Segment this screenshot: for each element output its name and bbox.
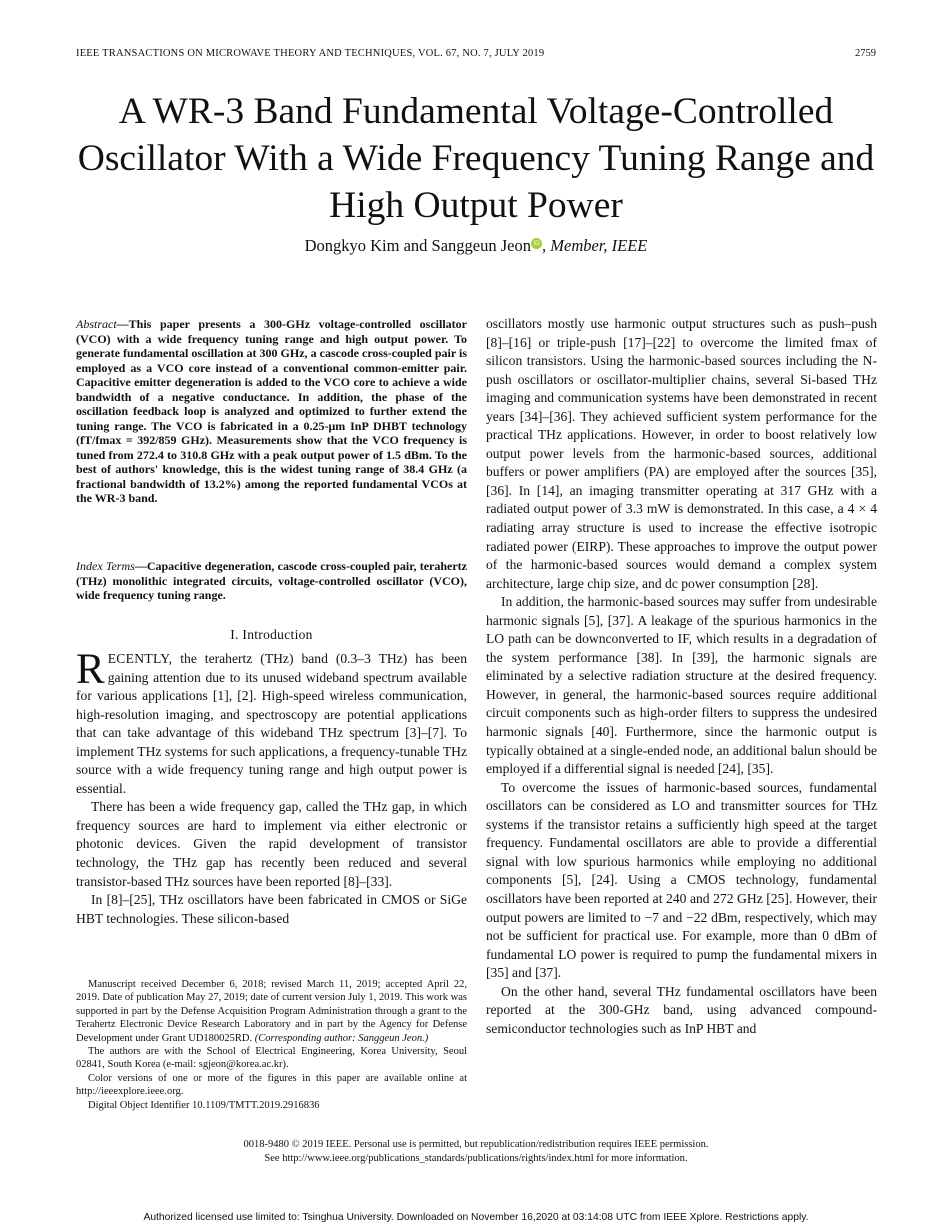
authorized-use-notice: Authorized licensed use limited to: Tsinghua University. Downloaded on November 16,2020 at 03:14:08 UTC from IEEE Xplore. Restrictions apply. bbox=[143, 1212, 809, 1223]
body-paragraph: To overcome the issues of harmonic-based sources, fundamental oscillators can be considered as LO and transmitter sources for THz systems if the transistor retains a sufficiently high speed at the target frequency. Fundamental oscillators are able to provide a differential signal with low spurious harmonics while employing no additional components [5], [24]. Using a CMOS technology, fundamental oscillators have been reported at 240 and 272 GHz [25]. However, their output powers are limited to −7 and −22 dBm, respectively, which may not be sufficient for practical use. For example, more than 0 dBm of fundamental LO power is required to pump the fundamental mixers in [35] and [37]. bbox=[486, 779, 877, 981]
copyright-line-2: See http://www.ieee.org/publications_standards/publications/rights/index.html for more information. bbox=[264, 1153, 688, 1164]
drop-cap: R bbox=[76, 646, 105, 693]
footnote-manuscript bbox=[76, 978, 467, 1045]
footnote-manuscript-text: Manuscript received December 6, 2018; revised March 11, 2019; accepted April 22, 2019. Date of publication May 27, 2019; date of current version July 1, 2019. This work was supported in part by the Defense Acquisition Program Administration through a grant to the Terahertz Electronic Device Research Laboratory and in part by the Agency for Defense Development under Grant UD180025RD. bbox=[76, 979, 467, 1044]
index-terms-text: Capacitive degeneration, cascode cross-coupled pair, terahertz (THz) monolithic integrated circuits, voltage-controlled oscillator (VCO), wide frequency tuning range. bbox=[76, 559, 467, 602]
index-terms: Index Terms—Capacitive degeneration, cascode cross-coupled pair, terahertz (THz) monolithic integrated circuits, voltage-controlled oscillator (VCO), wide frequency tuning range. bbox=[76, 559, 467, 602]
orcid-icon[interactable]: iD bbox=[531, 238, 542, 249]
abstract-text: This paper presents a 300-GHz voltage-controlled oscillator (VCO) with a wide frequency tuning range and high output power. To generate fundamental oscillation at 300 GHz, a cascode cross-coupled pair is employed as a VCO core instead of a conventional common-emitter pair. Capacitive emitter degeneration is added to the VCO core to achieve a wide bandwidth of a negative conductance. In addition, the phase of the oscillation feedback loop is analyzed and optimized to further extend the tuning range. The VCO is fabricated in a 0.25-μm InP DHBT technology (fT/fmax = 392/859 GHz). Measurements show that the VCO frequency is tuned from 272.4 to 310.8 GHz with a peak output power of 1.5 dBm. To the best of authors' knowledge, this is the widest tuning range of 38.4 GHz (a fractional bandwidth of 13.2%) among the reported fundamental VCOs at the WR-3 band. bbox=[76, 317, 467, 505]
intro-first-word: ECENTLY, bbox=[107, 651, 173, 666]
author-line bbox=[60, 236, 892, 256]
paper-title: A WR-3 Band Fundamental Voltage-Controlled Oscillator With a Wide Frequency Tuning Range and High Output Power bbox=[77, 91, 875, 226]
copyright-notice bbox=[76, 1138, 876, 1166]
intro-paragraph bbox=[76, 646, 467, 798]
right-column-body bbox=[486, 315, 877, 1038]
abstract: Abstract—This paper presents a 300-GHz voltage-controlled oscillator (VCO) with a wide frequency tuning range and high output power. To generate fundamental oscillation at 300 GHz, a cascode cross-coupled pair is employed as a VCO core instead of a conventional common-emitter pair. Capacitive emitter degeneration is added to the VCO core to achieve a wide bandwidth of a negative conductance. In addition, the phase of the oscillation feedback loop is analyzed and optimized to further extend the tuning range. The VCO is fabricated in a 0.25-μm InP DHBT technology (fT/fmax = 392/859 GHz). Measurements show that the VCO frequency is tuned from 272.4 to 310.8 GHz with a peak output power of 1.5 dBm. To the best of authors' knowledge, this is the widest tuning range of 38.4 GHz (a fractional bandwidth of 13.2%) among the reported fundamental VCOs at the WR-3 band. bbox=[76, 317, 467, 505]
footnote-color-versions: Color versions of one or more of the figures in this paper are available online at http://ieeexplore.ieee.org. bbox=[76, 1072, 467, 1098]
footnote-affiliation: The authors are with the School of Electrical Engineering, Korea University, Seoul 02841, South Korea (e-mail: sgjeon@korea.ac.kr). bbox=[76, 1046, 467, 1071]
page-number: 2759 bbox=[855, 48, 876, 59]
journal-header: IEEE TRANSACTIONS ON MICROWAVE THEORY AND TECHNIQUES, VOL. 67, NO. 7, JULY 2019 bbox=[76, 48, 545, 59]
copyright-line-1: 0018-9480 © 2019 IEEE. Personal use is permitted, but republication/redistribution requires IEEE permission. bbox=[243, 1139, 709, 1150]
body-paragraph: On the other hand, several THz fundamental oscillators have been reported at the 300-GHz band, using advanced compound-semiconductor technologies such as InP HBT and bbox=[486, 983, 877, 1036]
intro-p1-text: the terahertz (THz) band (0.3–3 THz) has been gaining attention due to its unused wideband spectrum available for various applications [1], [2]. High-speed wireless communication, high-resolution imaging, and spectroscopy are potential applications that can take advantage of this wideband THz spectrum [3]–[7]. To implement THz systems for such applications, a frequency-tunable THz source with a wide frequency tuning range and high output power is essential. bbox=[76, 651, 467, 796]
footnotes bbox=[76, 978, 467, 1112]
abstract-label: Abstract bbox=[76, 317, 117, 331]
intro-paragraph: There has been a wide frequency gap, called the THz gap, in which frequency sources are hard to implement via either electronic or photonic devices. Given the rapid development of transistor technology, the THz gap has recently been reduced and several transistor-based THz sources have been reported [8]–[33]. bbox=[76, 799, 467, 889]
author-membership: , Member, IEEE bbox=[542, 236, 648, 255]
footnote-doi: Digital Object Identifier 10.1109/TMTT.2019.2916836 bbox=[88, 1099, 320, 1111]
introduction-body bbox=[76, 646, 467, 928]
index-terms-label: Index Terms bbox=[76, 559, 135, 573]
author-names: Dongkyo Kim and Sanggeun Jeon bbox=[304, 236, 531, 255]
intro-paragraph: In [8]–[25], THz oscillators have been fabricated in CMOS or SiGe HBT technologies. These silicon-based bbox=[76, 892, 467, 926]
body-paragraph: oscillators mostly use harmonic output structures such as push–push [8]–[16] or triple-push [17]–[22] to overcome the limited fmax of silicon transistors. Using the harmonic-based sources including the N-push oscillators or oscillator-multiplier chains, several Si-based THz imaging and communication systems have been demonstrated in recent years [34]–[36]. They achieved sufficient system performance for the practical THz applications. However, in order to boost relatively low output power levels from the harmonic-based sources, additional buffers or power amplifiers (PA) are employed after the sources [35], [36]. In [14], an imaging transmitter operating at 317 GHz with a radiated output power of 3.3 mW is demonstrated. In this case, a 4 × 4 radiating array structure is used to increase the effective isotropic radiated power (EIRP). These approaches to improve the output power of the harmonic-based sources would demand a complex system architecture, large chip size, and dc power consumption [28]. bbox=[486, 316, 877, 591]
corresponding-author: (Corresponding author: Sanggeun Jeon.) bbox=[254, 1032, 429, 1044]
body-paragraph: In addition, the harmonic-based sources may suffer from undesirable harmonic signals [5], [37]. A leakage of the spurious harmonics in the LO path can be downconverted to IF, which results in a degradation of the system performance [38]. In [39], the harmonic signals are eliminated by a selective radiation structure at the desired frequency. However, in general, the harmonic-based sources require additional circuit components such as high-order filters to suppress the undesired harmonic signals [40]. Furthermore, since the harmonic output is typically obtained at a single-ended node, an additional balun should be employed if a differential signal is needed [24], [35]. bbox=[486, 594, 877, 777]
section-heading: I. Introduction bbox=[230, 627, 313, 642]
